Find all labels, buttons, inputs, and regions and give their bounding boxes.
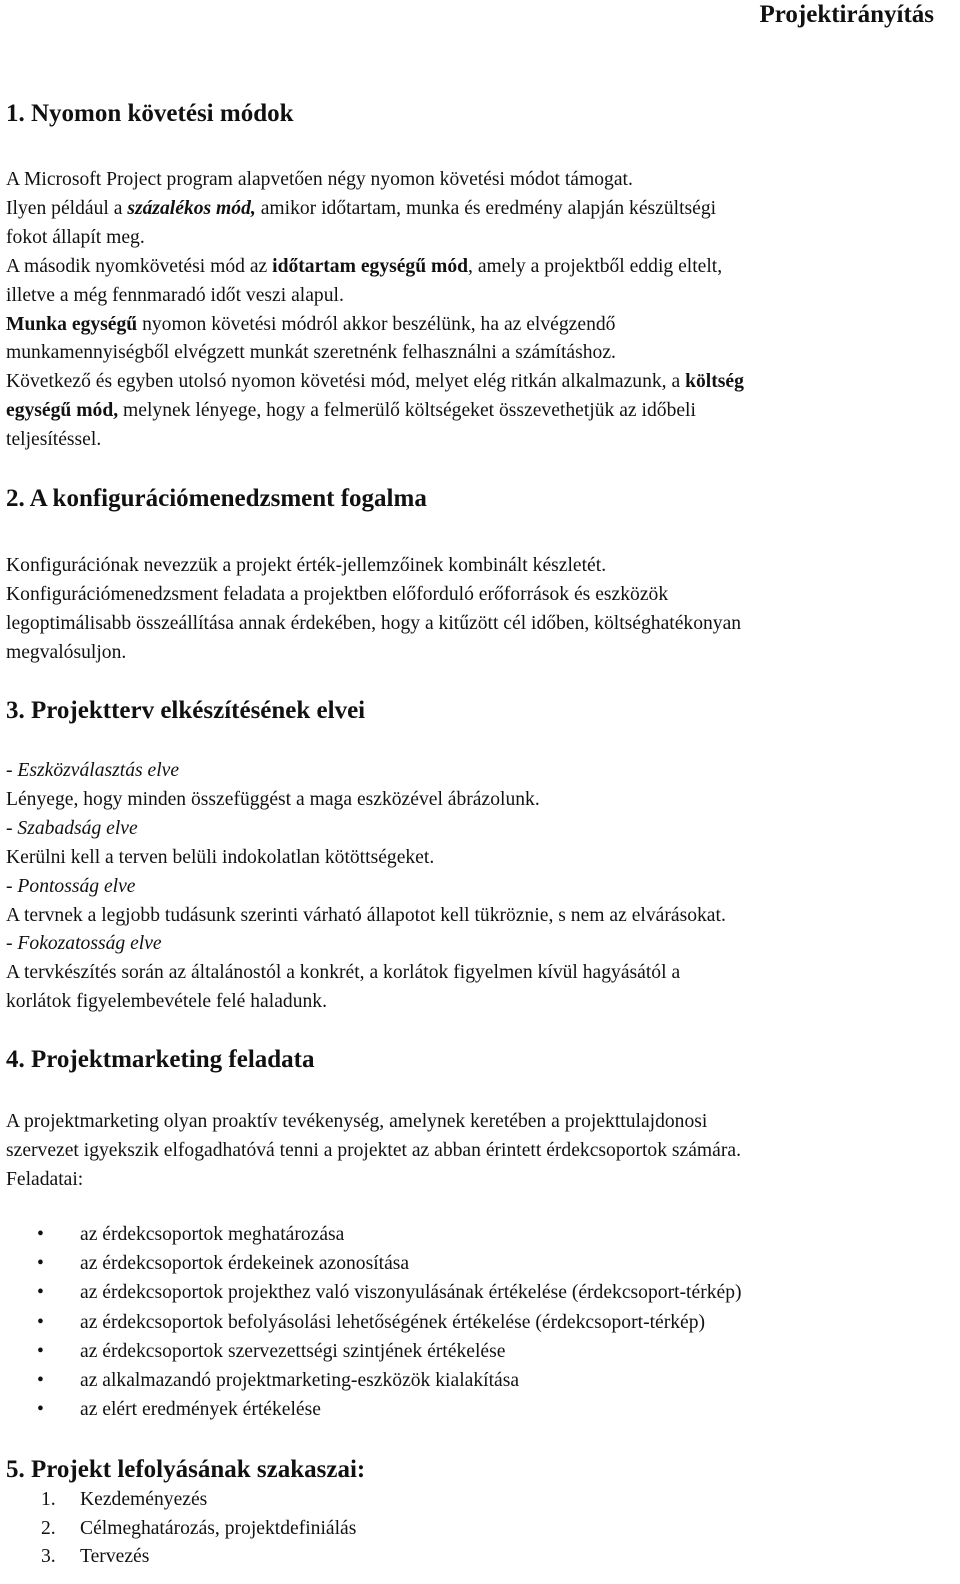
percent-mode-term: százalékos mód, <box>127 197 256 219</box>
section-2-line: Konfigurációnak nevezzük a projekt érték-jellemzőinek kombinált készletét. <box>6 555 607 576</box>
section-4-line: A projektmarketing olyan proaktív tevékenység, amelynek keretében a projekttulajdonosi <box>6 1111 708 1132</box>
list-item: • az alkalmazandó projektmarketing-eszközök kialakítása <box>0 1366 742 1395</box>
list-item: • az érdekcsoportok érdekeinek azonosítása <box>0 1249 742 1278</box>
section-2-heading: 2. A konfigurációmenedzsment fogalma <box>6 485 427 512</box>
section-4-line: Feladatai: <box>6 1168 84 1190</box>
section-1-line: A második nyomkövetési mód az időtartam egységű mód, amely a projektből eddig eltelt, <box>6 255 723 277</box>
section-5-heading: 5. Projekt lefolyásának szakaszai: <box>6 1456 366 1483</box>
list-item: • az érdekcsoportok meghatározása <box>0 1220 742 1249</box>
section-1-line: Munka egységű nyomon követési módról akkor beszélünk, ha az elvégzendő <box>6 313 616 335</box>
section-2-line: legoptimálisabb összeállítása annak érdekében, hogy a kitűzött cél időben, költséghatékonyan <box>6 612 742 634</box>
section-1-line: munkamennyiségből elvégzett munkát szeretnénk felhasználni a számításhoz. <box>6 342 616 364</box>
list-item: • az elért eredmények értékelése <box>0 1395 742 1424</box>
bullet-icon: • <box>37 1282 44 1304</box>
list-item: • az érdekcsoportok befolyásolási lehetőségének értékelése (érdekcsoport-térkép) <box>0 1308 742 1337</box>
principle-text: Kerülni kell a terven belüli indokolatlan kötöttségeket. <box>6 846 435 868</box>
duration-mode-term: időtartam egységű mód <box>272 255 469 277</box>
principle-name: - Pontosság elve <box>6 875 136 897</box>
section-4-body <box>6 1108 956 1195</box>
list-item: 2. Célmeghatározás, projektdefiniálás <box>41 1517 357 1539</box>
section-3-heading: 3. Projektterv elkészítésének elvei <box>6 697 366 724</box>
bullet-icon: • <box>37 1399 44 1421</box>
phase-list <box>0 1486 356 1572</box>
bullet-icon: • <box>37 1370 44 1392</box>
list-item: 1. Kezdeményezés <box>41 1489 208 1510</box>
principle-text: A tervkészítés során az általánostól a konkrét, a korlátok figyelmen kívül hagyásától a <box>6 962 681 984</box>
section-3-body <box>6 757 956 1017</box>
principle-name: - Eszközválasztás elve <box>6 760 180 781</box>
list-item: 3. Tervezés <box>41 1546 150 1567</box>
section-1-line: egységű mód, melynek lényege, hogy a felmerülő költségeket összevethetjük az időbeli <box>6 400 696 422</box>
section-1-line: illetve a még fennmaradó időt veszi alapul. <box>6 284 344 306</box>
section-4-line: szervezet igyekszik elfogadhatóvá tenni a projektet az abban érintett érdekcsoportok számára. <box>6 1139 741 1161</box>
principle-name: - Szabadság elve <box>6 817 138 839</box>
section-2-line: Konfigurációmenedzsment feladata a projektben előforduló erőforrások és eszközök <box>6 583 669 605</box>
list-item: • az érdekcsoportok szervezettségi szintjének értékelése <box>0 1337 742 1366</box>
document-title: Projektirányítás <box>759 1 934 28</box>
task-list <box>0 1220 742 1424</box>
section-1-line: A Microsoft Project program alapvetően négy nyomon követési módot támogat. <box>6 169 633 190</box>
section-1-line: Következő és egyben utolsó nyomon követési mód, melyet elég ritkán alkalmazunk, a költség <box>6 371 744 393</box>
list-item: • az érdekcsoportok projekthez való viszonyulásának értékelése (érdekcsoport-térkép) <box>0 1278 742 1307</box>
section-2-line: megvalósuljon. <box>6 641 127 663</box>
cost-mode-term-cont: egységű mód, <box>6 400 119 422</box>
principle-text: korlátok figyelembevétele felé haladunk. <box>6 991 327 1013</box>
principle-name: - Fokozatosság elve <box>6 933 162 955</box>
bullet-icon: • <box>37 1253 44 1275</box>
section-1-line: fokot állapít meg. <box>6 226 145 248</box>
section-4-heading: 4. Projektmarketing feladata <box>6 1046 315 1073</box>
bullet-icon: • <box>37 1224 44 1245</box>
bullet-icon: • <box>37 1311 44 1333</box>
section-2-body <box>6 552 956 668</box>
principle-text: Lényege, hogy minden összefüggést a maga eszközével ábrázolunk. <box>6 788 540 810</box>
bullet-icon: • <box>37 1340 44 1362</box>
principle-text: A tervnek a legjobb tudásunk szerinti várható állapotot kell tükröznie, s nem az elvárásokat. <box>6 904 726 926</box>
section-1-body <box>6 166 956 455</box>
section-1-line: Ilyen például a százalékos mód, amikor időtartam, munka és eredmény alapján készültségi <box>6 197 717 219</box>
cost-mode-term: költség <box>685 371 744 393</box>
section-1-line: teljesítéssel. <box>6 429 102 451</box>
section-1-heading: 1. Nyomon követési módok <box>6 100 294 127</box>
work-mode-term: Munka egységű <box>6 313 138 335</box>
